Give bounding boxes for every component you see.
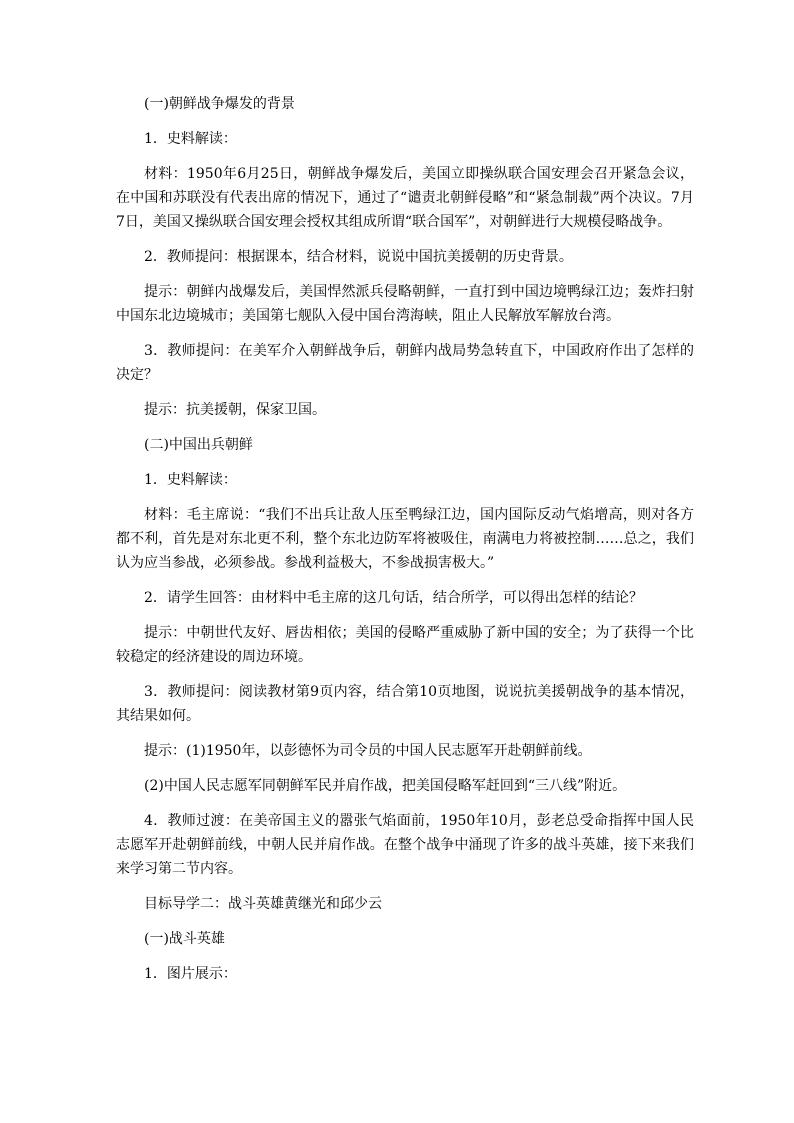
hint-paragraph-38th-parallel: (2)中国人民志愿军同朝鲜军民并肩作战，把美国侵略军赶回到“三八线”附近。: [144, 778, 627, 794]
document-page: [116, 92, 694, 986]
material-paragraph-mao-quote: 材料：毛主席说：“我们不出兵让敌人压至鸭绿江边，国内国际反动气焰增高，则对各方都不利，首先是对东北更不利，整个东北边防军将被吸住，南满电力将被控制……总之，我们认为应当参战，必须参战。参战利益极大，不参战损害极大。”: [116, 507, 694, 571]
section-heading-heroes: (一)战斗英雄: [144, 931, 225, 947]
list-item-source-reading-1: 1．史料解读：: [144, 131, 237, 147]
section-heading-background: (一)朝鲜战争爆发的背景: [144, 96, 295, 112]
student-answer-prompt: 2．请学生回答：由材料中毛主席的这几句话，结合所学，可以得出怎样的结论？: [144, 590, 643, 606]
hint-paragraph-conclusion: 提示：中朝世代友好、唇齿相依；美国的侵略严重威胁了新中国的安全；为了获得一个比较稳定的经济建设的周边环境。: [116, 625, 694, 665]
teacher-question-decision: 3．教师提问：在美军介入朝鲜战争后，朝鲜内战局势急转直下，中国政府作出了怎样的决定？: [116, 343, 694, 383]
hint-paragraph-decision: 提示：抗美援朝，保家卫国。: [144, 402, 326, 418]
material-paragraph-1950: 材料：1950年6月25日，朝鲜战争爆发后，美国立即操纵联合国安理会召开紧急会议，在中国和苏联没有代表出席的情况下，通过了“谴责北朝鲜侵略”和“紧急制裁”两个决议。7月7日，美国又操纵联合国安理会授权其组成所谓“联合国军”，对朝鲜进行大规模侵略战争。: [116, 166, 694, 230]
list-item-picture-display: 1．图片展示：: [144, 966, 237, 982]
teacher-question-war-situation: 3．教师提问：阅读教材第9页内容，结合第10页地图，说说抗美援朝战争的基本情况，其结果如何。: [116, 684, 694, 724]
list-item-source-reading-2: 1．史料解读：: [144, 472, 237, 488]
hint-paragraph-background: 提示：朝鲜内战爆发后，美国悍然派兵侵略朝鲜，一直打到中国边境鸭绿江边；轰炸扫射中国东北边境城市；美国第七舰队入侵中国台湾海峡，阻止人民解放军解放台湾。: [116, 284, 694, 324]
teacher-transition-paragraph: 4．教师过渡：在美帝国主义的嚣张气焰面前，1950年10月，彭老总受命指挥中国人民志愿军开赴朝鲜前线，中朝人民并肩作战。在整个战争中涌现了许多的战斗英雄，接下来我们来学习第二节内容。: [116, 813, 694, 877]
section-heading-send-troops: (二)中国出兵朝鲜: [144, 437, 253, 453]
teacher-question-background: 2．教师提问：根据课本，结合材料，说说中国抗美援朝的历史背景。: [144, 249, 573, 265]
hint-paragraph-peng-dehuai: 提示：(1)1950年，以彭德怀为司令员的中国人民志愿军开赴朝鲜前线。: [144, 743, 592, 759]
objective-heading-two: 目标导学二：战斗英雄黄继光和邱少云: [144, 896, 382, 912]
